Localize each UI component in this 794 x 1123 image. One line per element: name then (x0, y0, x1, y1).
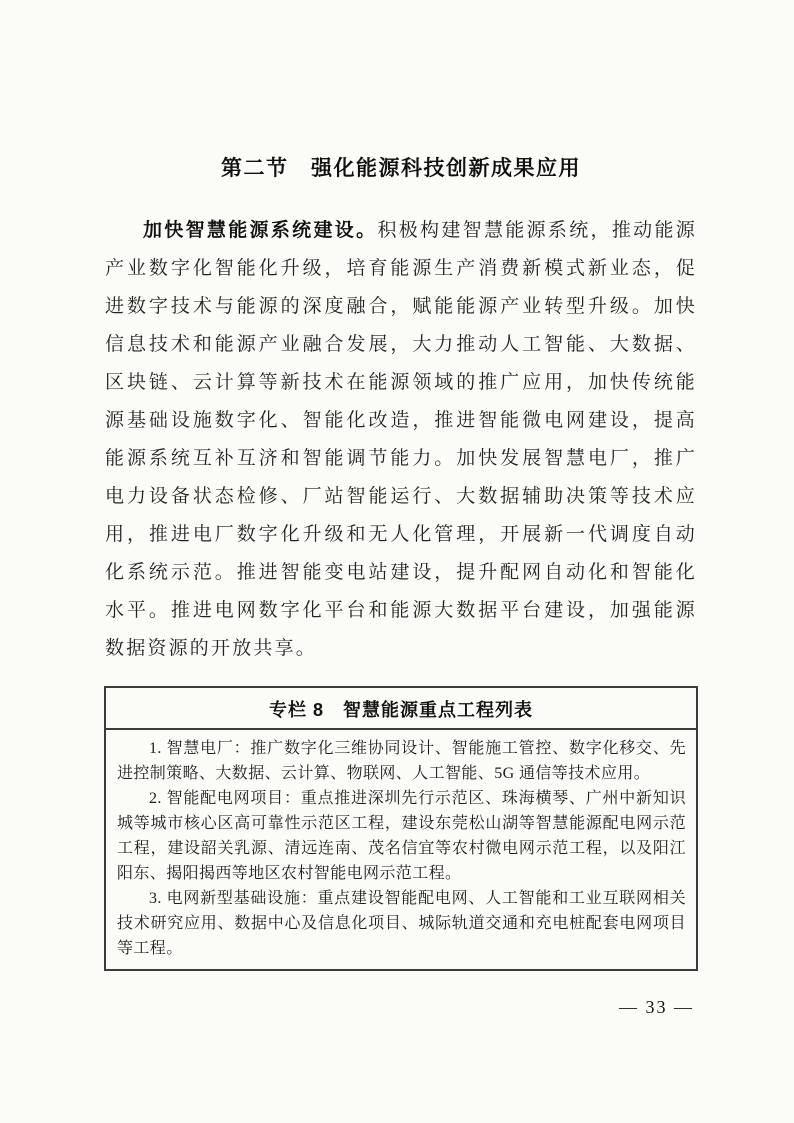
panel-title: 专栏 8 智慧能源重点工程列表 (106, 688, 696, 730)
panel-item-3: 3. 电网新型基础设施：重点建设智能配电网、人工智能和工业互联网相关技术研究应用、数据中心及信息化项目、城际轨道交通和充电桩配套电网项目等工程。 (117, 890, 686, 957)
body-paragraph (105, 212, 697, 668)
panel-column-8 (104, 686, 698, 971)
page-number: — 33 — (619, 997, 694, 1017)
panel-item-1: 1. 智慧电厂：推广数字化三维协同设计、智能施工管控、数字化移交、先进控制策略、大数据、云计算、物联网、人工智能、5G 通信等技术应用。 (117, 740, 686, 782)
panel-body (106, 730, 696, 969)
paragraph-lead: 加快智慧能源系统建设。 (143, 220, 378, 241)
section-title: 第二节 强化能源科技创新成果应用 (221, 157, 581, 180)
panel-item-2: 2. 智能配电网项目：重点推进深圳先行示范区、珠海横琴、广州中新知识城等城市核心区高可靠性示范区工程，建设东莞松山湖等智慧能源配电网示范工程，建设韶关乳源、清远连南、茂名信宜等农村微电网示范工程，以及阳江阳东、揭阳揭西等地区农村智能电网示范工程。 (117, 790, 686, 882)
paragraph-text: 积极构建智慧能源系统，推动能源产业数字化智能化升级，培育能源生产消费新模式新业态，促进数字技术与能源的深度融合，赋能能源产业转型升级。加快信息技术和能源产业融合发展，大力推动人工智能、大数据、区块链、云计算等新技术在能源领域的推广应用，加快传统能源基础设施数字化、智能化改造，推进智能微电网建设，提高能源系统互补互济和智能调节能力。加快发展智慧电厂，推广电力设备状态检修、厂站智能运行、大数据辅助决策等技术应用，推进电厂数字化升级和无人化管理，开展新一代调度自动化系统示范。推进智能变电站建设，提升配网自动化和智能化水平。推进电网数字化平台和能源大数据平台建设，加强能源数据资源的开放共享。 (105, 220, 697, 659)
